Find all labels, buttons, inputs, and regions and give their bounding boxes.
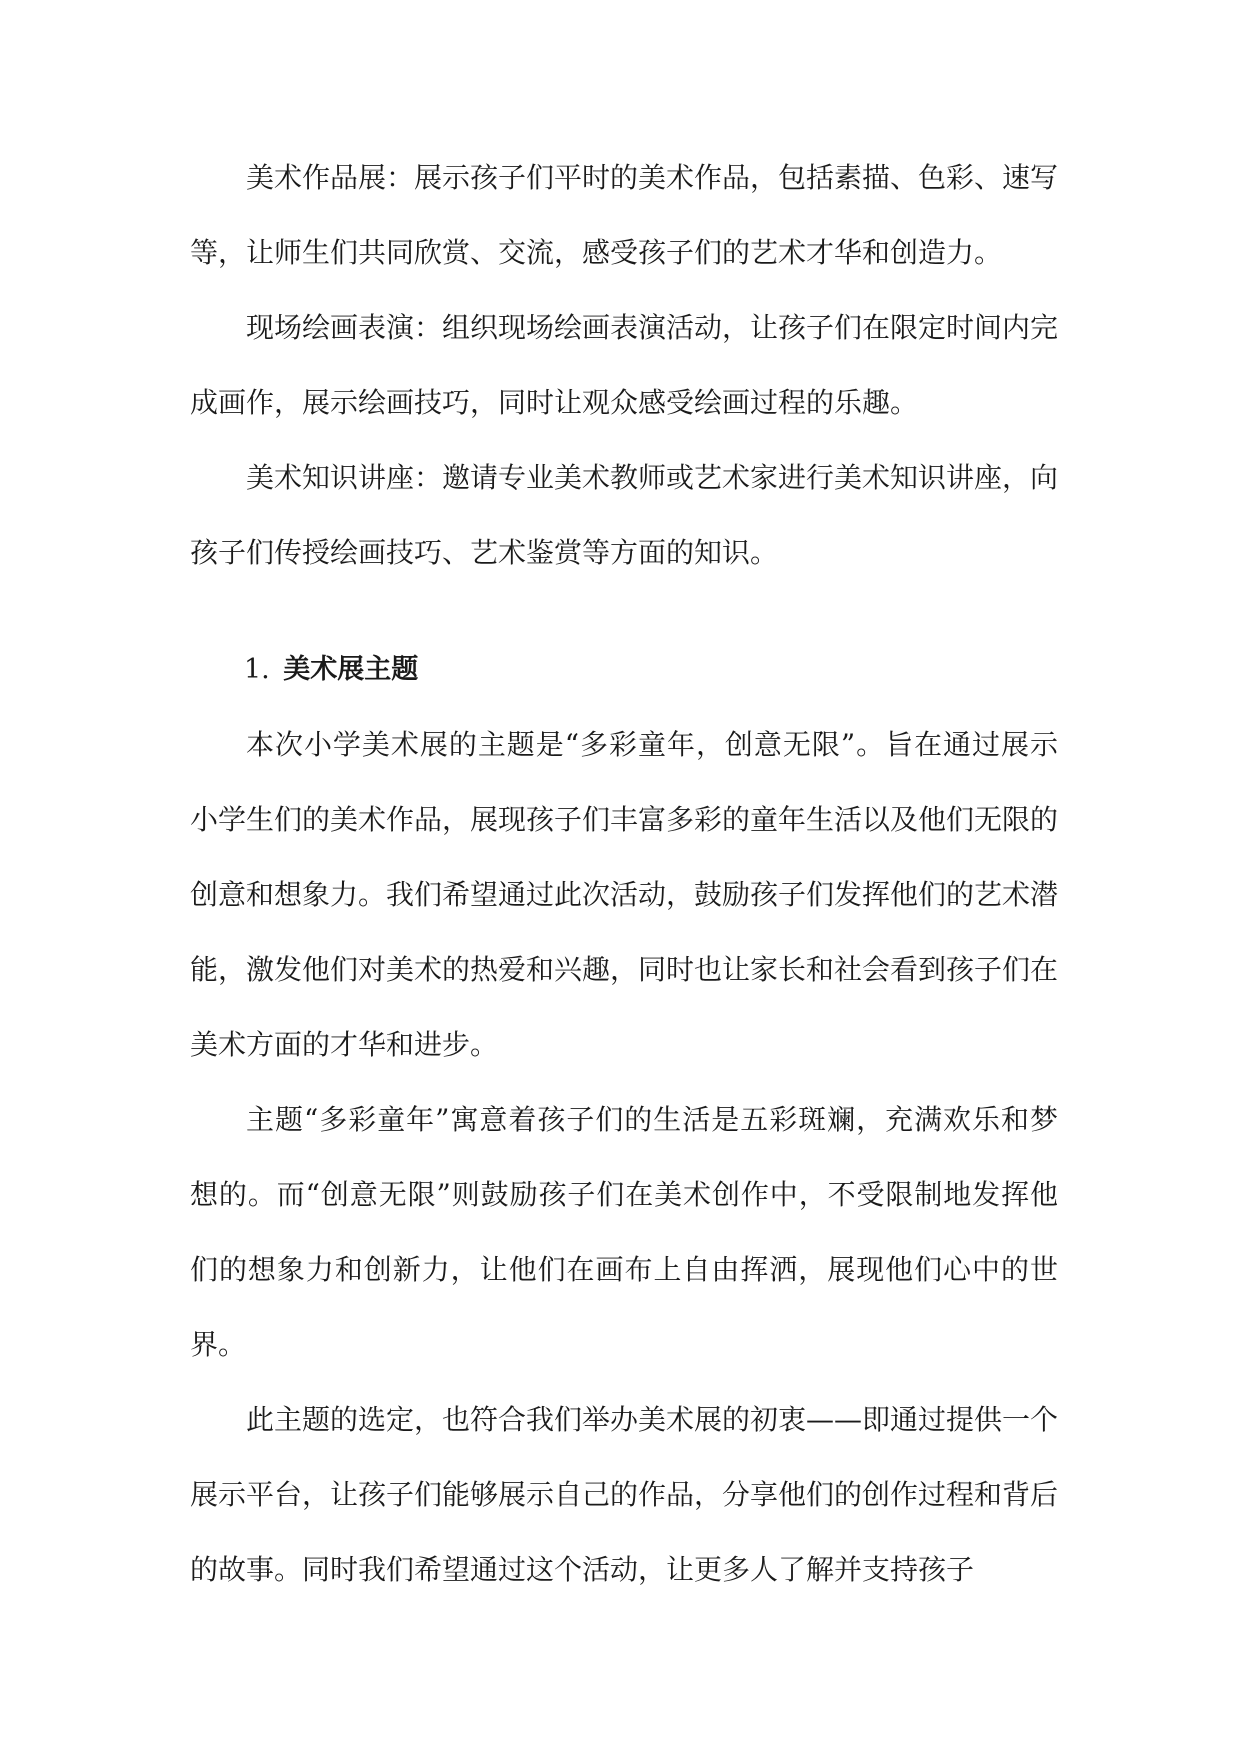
paragraph-art-exhibition: 美术作品展：展示孩子们平时的美术作品，包括素描、色彩、速写等，让师生们共同欣赏、交流，感受孩子们的艺术才华和创造力。 <box>190 161 1059 269</box>
section-title: 美术展主题 <box>283 654 419 685</box>
section-number: 1. <box>244 654 270 685</box>
section-heading <box>190 632 1058 707</box>
paragraph-art-lecture: 美术知识讲座：邀请专业美术教师或艺术家进行美术知识讲座，向孩子们传授绘画技巧、艺术鉴赏等方面的知识。 <box>190 461 1059 569</box>
paragraph-theme-meaning: 主题“多彩童年”寓意着孩子们的生活是五彩斑斓，充满欢乐和梦想的。而“创意无限”则鼓励孩子们在美术创作中，不受限制地发挥他们的想象力和创新力，让他们在画布上自由挥洒，展现他们心中的世界。 <box>190 1103 1058 1361</box>
paragraph-theme-intro: 本次小学美术展的主题是“多彩童年，创意无限”。旨在通过展示小学生们的美术作品，展现孩子们丰富多彩的童年生活以及他们无限的创意和想象力。我们希望通过此次活动，鼓励孩子们发挥他们的艺术潜能，激发他们对美术的热爱和兴趣，同时也让家长和社会看到孩子们在美术方面的才华和进步。 <box>190 728 1059 1061</box>
paragraph-theme-purpose: 此主题的选定，也符合我们举办美术展的初衷——即通过提供一个展示平台，让孩子们能够展示自己的作品，分享他们的创作过程和背后的故事。同时我们希望通过这个活动，让更多人了解并支持孩子 <box>190 1403 1059 1586</box>
paragraph-live-painting: 现场绘画表演：组织现场绘画表演活动，让孩子们在限定时间内完成画作，展示绘画技巧，同时让观众感受绘画过程的乐趣。 <box>190 311 1059 419</box>
document-body <box>190 140 1058 1607</box>
